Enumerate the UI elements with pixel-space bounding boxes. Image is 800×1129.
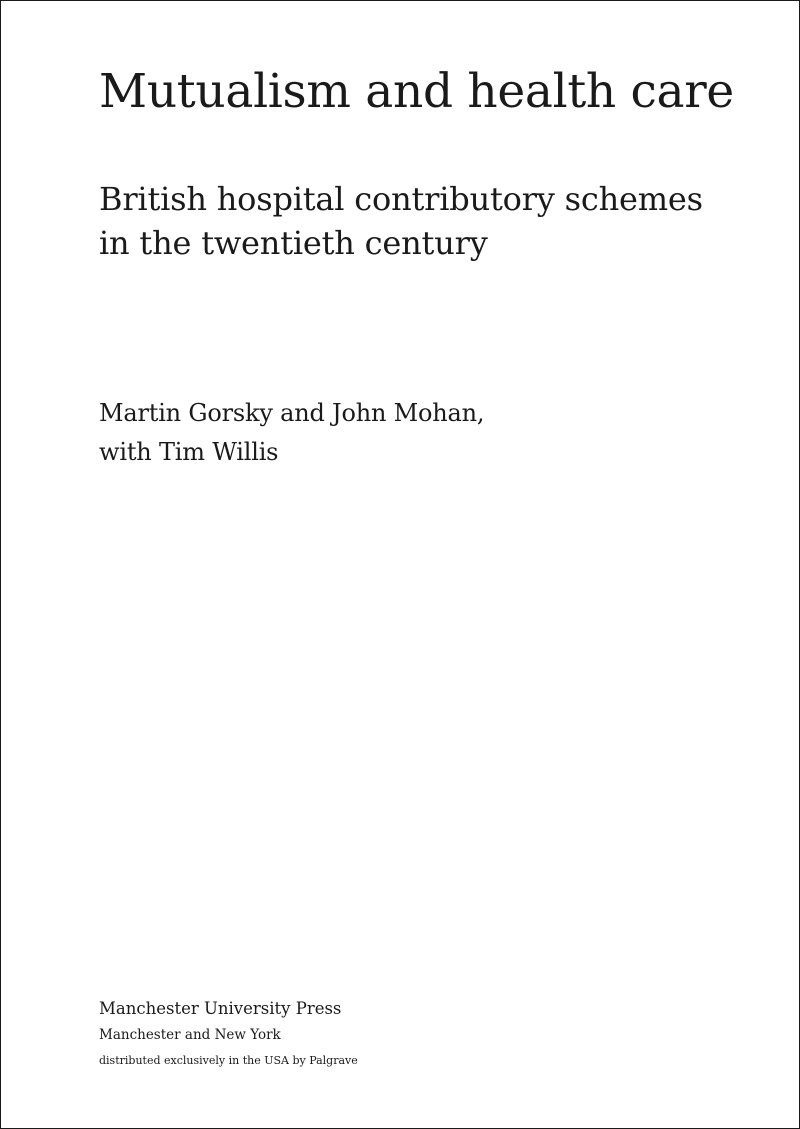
publisher-name: Manchester University Press [99, 999, 342, 1018]
authors-line-1: Martin Gorsky and John Mohan, [99, 399, 485, 427]
authors-line-2: with Tim Willis [99, 438, 279, 466]
subtitle-line-1: British hospital contributory schemes [99, 180, 703, 218]
author-block [99, 394, 484, 472]
subtitle-line-2: in the twentieth century [99, 224, 488, 262]
publisher-block [99, 996, 358, 1074]
distribution-note: distributed exclusively in the USA by Palgrave [99, 1054, 358, 1067]
book-title: Mutualism and health care [99, 64, 734, 119]
publisher-place: Manchester and New York [99, 1027, 281, 1043]
book-subtitle [99, 177, 703, 265]
